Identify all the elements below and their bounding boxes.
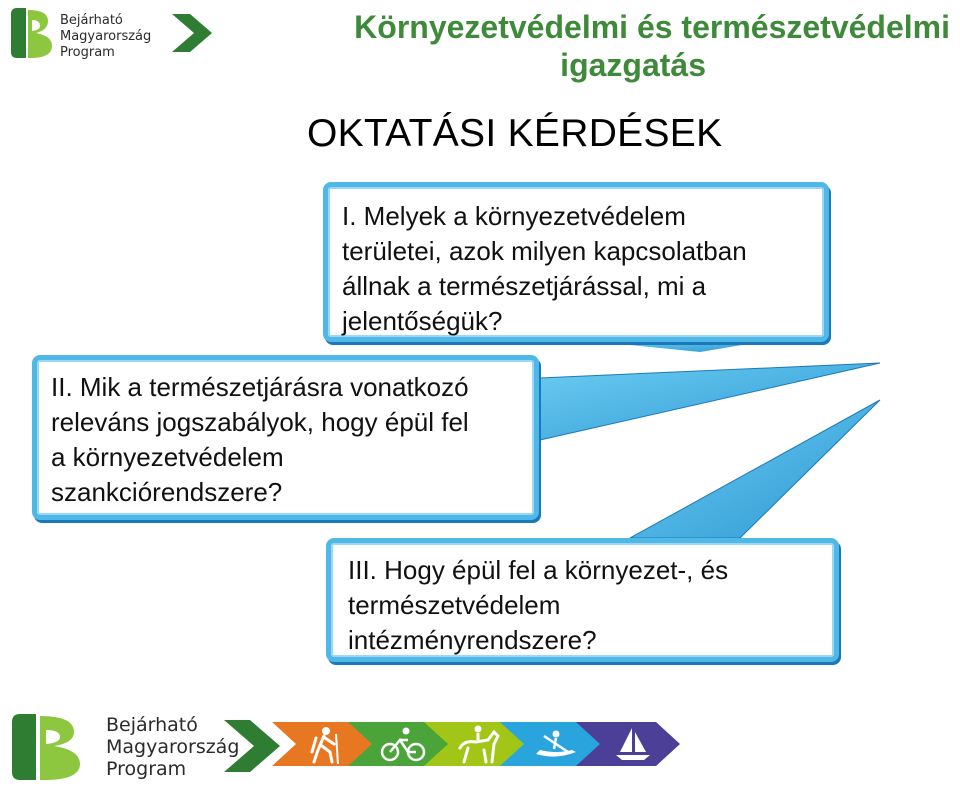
question-2-line: szankciórendszere? <box>51 477 283 507</box>
question-3-line: természetvédelem <box>348 590 561 620</box>
question-1-line: jelentőségük? <box>342 306 503 336</box>
question-bubble-2 <box>32 355 539 520</box>
question-3-line: intézményrendszere? <box>348 625 597 655</box>
question-3-line: III. Hogy épül fel a környezet-, és <box>348 555 729 585</box>
question-2-line: II. Mik a természetjárásra vonatkozó <box>51 372 469 402</box>
logo-text-line1: Bejárható <box>106 714 198 736</box>
program-logo-bottom <box>8 712 648 782</box>
program-logo-mark-large <box>8 712 104 782</box>
question-2-line: a környezetvédelem <box>51 442 284 472</box>
logo-text-line3: Program <box>60 45 115 60</box>
section-heading: OKTATÁSI KÉRDÉSEK <box>307 112 723 155</box>
logo-text-line1: Bejárható <box>60 13 123 28</box>
question-1-line: területei, azok milyen kapcsolatban <box>342 236 747 266</box>
logo-text-line3: Program <box>106 758 187 780</box>
logo-text-line2: Magyarország <box>60 29 152 44</box>
logo-text-line2: Magyarország <box>106 736 240 758</box>
sailing-icon <box>576 722 681 766</box>
question-2-line: releváns jogszabályok, hogy épül fel <box>51 407 469 437</box>
question-1-line: I. Melyek a környezetvédelem <box>342 201 686 231</box>
question-1-line: állnak a természetjárással, mi a <box>342 271 707 301</box>
page-title-line1: Környezetvédelmi és természetvédelmi <box>354 9 950 45</box>
question-bubble-3 <box>326 538 839 662</box>
question-bubble-1 <box>323 182 829 342</box>
page-title-line2: igazgatás <box>560 47 706 83</box>
